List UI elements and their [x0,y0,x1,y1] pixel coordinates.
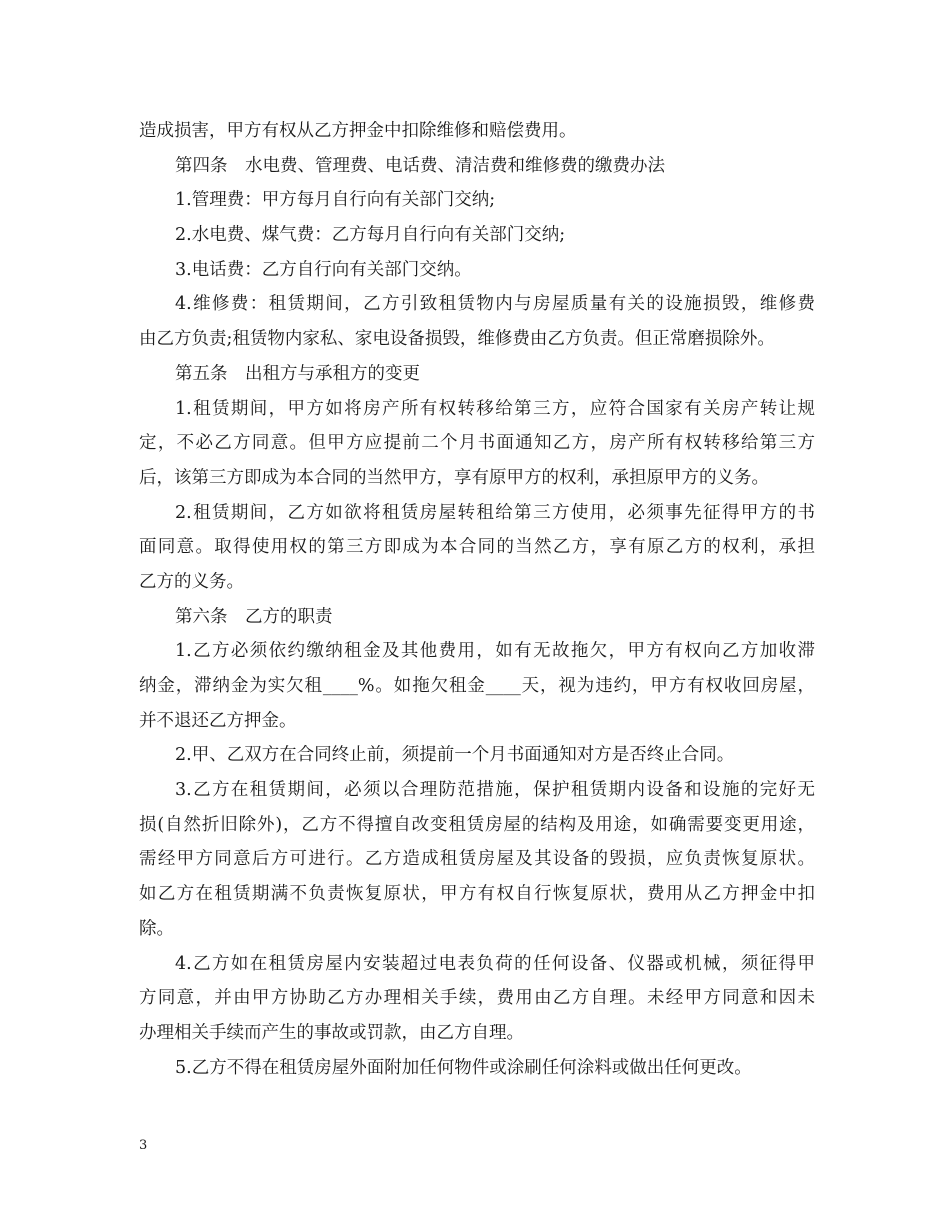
text-line: 方同意，并由甲方协助乙方办理相关手续，费用由乙方自理。未经甲方同意和因未 [139,988,815,1009]
text-line: 4.乙方如在租赁房屋内安装超过电表负荷的任何设备、仪器或机械，须征得甲 [175,953,815,974]
page-number: 3 [139,1138,148,1153]
text-line: 面同意。取得使用权的第三方即成为本合同的当然乙方，享有原乙方的权利，承担 [139,537,815,558]
text-line: 第五条 出租方与承租方的变更 [175,363,420,384]
text-line: 造成损害，甲方有权从乙方押金中扣除维修和赔偿费用。 [139,121,577,141]
document-body [139,114,815,1085]
text-line: 除。 [139,918,174,939]
text-line: 3.乙方在租赁期间，必须以合理防范措施，保护租赁期内设备和设施的完好无 [175,780,815,801]
text-line: 由乙方负责;租赁物内家私、家电设备损毁，维修费由乙方负责。但正常磨损除外。 [139,329,775,350]
text-line: 如乙方在租赁期满不负责恢复原状，甲方有权自行恢复原状，费用从乙方押金中扣 [139,884,815,905]
text-line: 2.甲、乙双方在合同终止前，须提前一个月书面通知对方是否终止合同。 [175,745,735,766]
text-line: 纳金，滞纳金为实欠租____%。如拖欠租金____天，视为违约，甲方有权收回房屋， [139,676,815,696]
text-line: 3.电话费：乙方自行向有关部门交纳。 [175,259,472,280]
text-line: 第六条 乙方的职责 [175,606,333,627]
text-line: 4.维修费：租赁期间，乙方引致租赁物内与房屋质量有关的设施损毁，维修费 [175,294,815,315]
text-line: 定，不必乙方同意。但甲方应提前二个月书面通知乙方，房产所有权转移给第三方 [139,433,815,454]
text-line: 后，该第三方即成为本合同的当然甲方，享有原甲方的权利，承担原甲方的义务。 [139,467,769,488]
text-line: 2.水电费、煤气费：乙方每月自行向有关部门交纳; [175,225,566,246]
text-line: 损(自然折旧除外)，乙方不得擅自改变租赁房屋的结构及用途，如确需要变更用途， [139,814,815,835]
text-line: 2.租赁期间，乙方如欲将租赁房屋转租给第三方使用，必须事先征得甲方的书 [175,502,815,523]
text-line: 1.管理费：甲方每月自行向有关部门交纳; [175,190,496,211]
text-line: 乙方的义务。 [139,571,244,592]
text-line: 需经甲方同意后方可进行。乙方造成租赁房屋及其设备的毁损，应负责恢复原状。 [139,849,815,870]
text-line: 5.乙方不得在租赁房屋外面附加任何物件或涂刷任何涂料或做出任何更改。 [175,1057,752,1078]
text-line: 办理相关手续而产生的事故或罚款，由乙方自理。 [139,1022,524,1043]
text-line: 1.租赁期间，甲方如将房产所有权转移给第三方，应符合国家有关房产转让规 [175,398,815,419]
text-line: 1.乙方必须依约缴纳租金及其他费用，如有无故拖欠，甲方有权向乙方加收滞 [175,641,815,662]
text-line: 并不退还乙方押金。 [139,710,297,731]
text-line: 第四条 水电费、管理费、电话费、清洁费和维修费的缴费办法 [175,155,665,176]
